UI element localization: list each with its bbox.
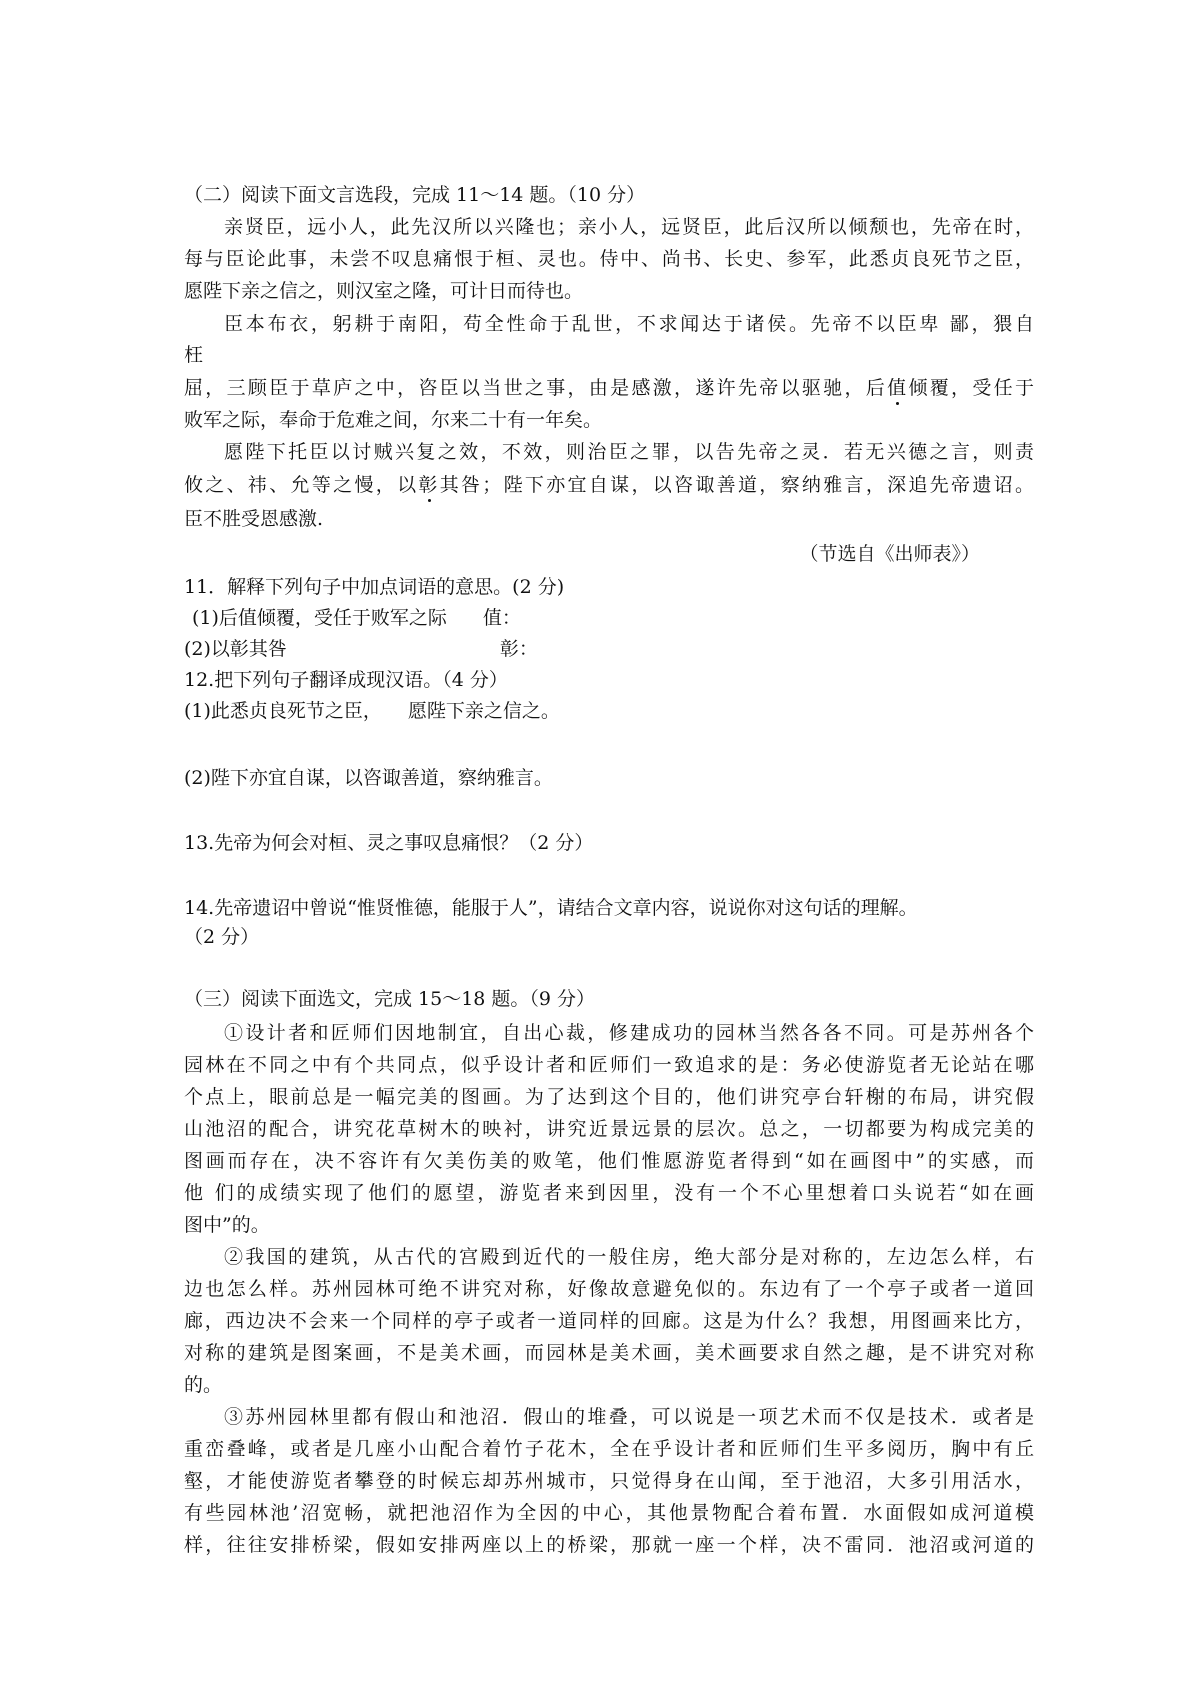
paragraph-line: 壑，才能使游览者攀登的时候忘却苏州城市，只觉得身在山闻，至于池沼，大多引用活水， xyxy=(184,1470,1034,1492)
paragraph-line: 臣本布衣，躬耕于南阳，苟全性命于乱世，不求闻达于诸侯。先帝不以臣卑 鄙，猥自 xyxy=(224,313,1034,335)
paragraph-line: 的。 xyxy=(184,1374,223,1396)
answer-label: 值： xyxy=(482,607,521,629)
paragraph-line: 样，往往安排桥梁，假如安排两座以上的桥梁，那就一座一个样，决不雷同．池沼或河道的 xyxy=(184,1534,1034,1556)
question-12-item-1: (1)此悉贞良死节之臣， 愿陛下亲之信之。 xyxy=(184,700,560,722)
paragraph-line: 有些园林池’沼宽畅，就把池沼作为全因的中心，其他景物配合着布置．水面假如成河道模 xyxy=(184,1502,1034,1524)
section3-heading: （三）阅读下面选文，完成 15～18 题。（9 分） xyxy=(184,988,596,1010)
paragraph-line: 每与臣论此事，未尝不叹息痛恨于桓、灵也。侍中、尚书、长史、参军，此悉贞良死节之臣， xyxy=(184,248,1034,270)
paragraph-line: 园林在不同之中有个共同点，似乎设计者和匠师们一致追求的是：务必使游览者无论站在哪 xyxy=(184,1054,1034,1076)
paragraph-line: 图中”的。 xyxy=(184,1214,270,1236)
question-13: 13.先帝为何会对桓、灵之事叹息痛恨？（2 分） xyxy=(184,832,594,854)
source-citation: （节选自《出师表》） xyxy=(799,543,980,565)
section2-heading: （二）阅读下面文言选段，完成 11～14 题。（10 分） xyxy=(184,184,646,206)
paragraph-line: 亲贤臣，远小人，此先汉所以兴隆也；亲小人，远贤臣，此后汉所以倾颓也，先帝在时， xyxy=(224,216,1034,238)
paragraph-line: 图画而存在，决不容许有欠美伤美的败笔，他们惟愿游览者得到“如在画图中”的实感，而 xyxy=(184,1150,1034,1172)
paragraph-line: ②我国的建筑，从古代的宫殿到近代的一般住房，绝大部分是对称的，左边怎么样，右 xyxy=(224,1246,1034,1268)
paragraph-line: 廊，西边决不会来一个同样的亭子或者一道同样的回廊。这是为什么？我想，用图画来比方， xyxy=(184,1310,1034,1332)
question-11-title: 11．解释下列句子中加点词语的意思。(2 分) xyxy=(184,576,565,598)
paragraph-line: 边也怎么样。苏州园林可绝不讲究对称，好像故意避免似的。东边有了一个亭子或者一道回 xyxy=(184,1278,1034,1300)
paragraph-line: 个点上，眼前总是一幅完美的图画。为了达到这个目的，他们讲究亭台轩榭的布局，讲究假 xyxy=(184,1086,1034,1108)
answer-label: 彰： xyxy=(499,638,538,660)
paragraph-line: 重峦叠峰，或者是几座小山配合着竹子花木，全在乎设计者和匠师们生平多阅历，胸中有丘 xyxy=(184,1438,1034,1460)
paragraph-line: 山池沼的配合，讲究花草树木的映衬，讲究近景远景的层次。总之，一切都要为构成完美的 xyxy=(184,1118,1034,1140)
paragraph-line: ①设计者和匠师们因地制宜，自出心裁，修建成功的园林当然各各不同。可是苏州各个 xyxy=(224,1022,1034,1044)
paragraph-line: 攸之、祎、允等之慢，以彰其咎；陛下亦宜自谋，以咨诹善道，察纳雅言，深追先帝遗诏。 xyxy=(184,474,1034,496)
question-14-score: （2 分） xyxy=(184,926,260,948)
paragraph-line: 他 们的成绩实现了他们的愿望，游览者来到因里，没有一个不心里想着口头说若“如在画 xyxy=(184,1182,1034,1204)
paragraph-line: 屈，三顾臣于草庐之中，咨臣以当世之事，由是感激，遂许先帝以驱驰，后值倾覆，受任于 xyxy=(184,377,1034,399)
question-11-item-2: (2)以彰其咎 彰： xyxy=(184,638,538,660)
question-12-title: 12.把下列句子翻译成现汉语。（4 分） xyxy=(184,669,508,691)
paragraph-line: 臣不胜受恩感激. xyxy=(184,508,324,530)
paragraph-line: 愿陛下亲之信之，则汉室之隆，可计日而待也。 xyxy=(184,280,584,302)
paragraph-line: 败军之际，奉命于危难之间，尔来二十有一年矣。 xyxy=(184,409,603,431)
dotted-word: 值 xyxy=(887,377,909,399)
question-11-item-1: (1)后值倾覆，受任于败军之际 值： xyxy=(192,607,521,629)
paragraph-line: 愿陛下托臣以讨贼兴复之效，不效，则治臣之罪，以告先帝之灵．若无兴德之言，则责 xyxy=(224,441,1034,463)
paragraph-line: 对称的建筑是图案画，不是美术画，而园林是美术画，美术画要求自然之趣，是不讲究对称 xyxy=(184,1342,1034,1364)
question-14: 14.先帝遗诏中曾说“惟贤惟德，能服于人”，请结合文章内容，说说你对这句话的理解。 xyxy=(184,897,918,919)
paragraph-line: ③苏州园林里都有假山和池沼．假山的堆叠，可以说是一项艺术而不仅是技术．或者是 xyxy=(224,1406,1034,1428)
dotted-word: 彰 xyxy=(418,474,440,496)
question-12-item-2: (2)陛下亦宜自谋，以咨诹善道，察纳雅言。 xyxy=(184,767,553,789)
paragraph-line: 枉 xyxy=(184,344,204,366)
